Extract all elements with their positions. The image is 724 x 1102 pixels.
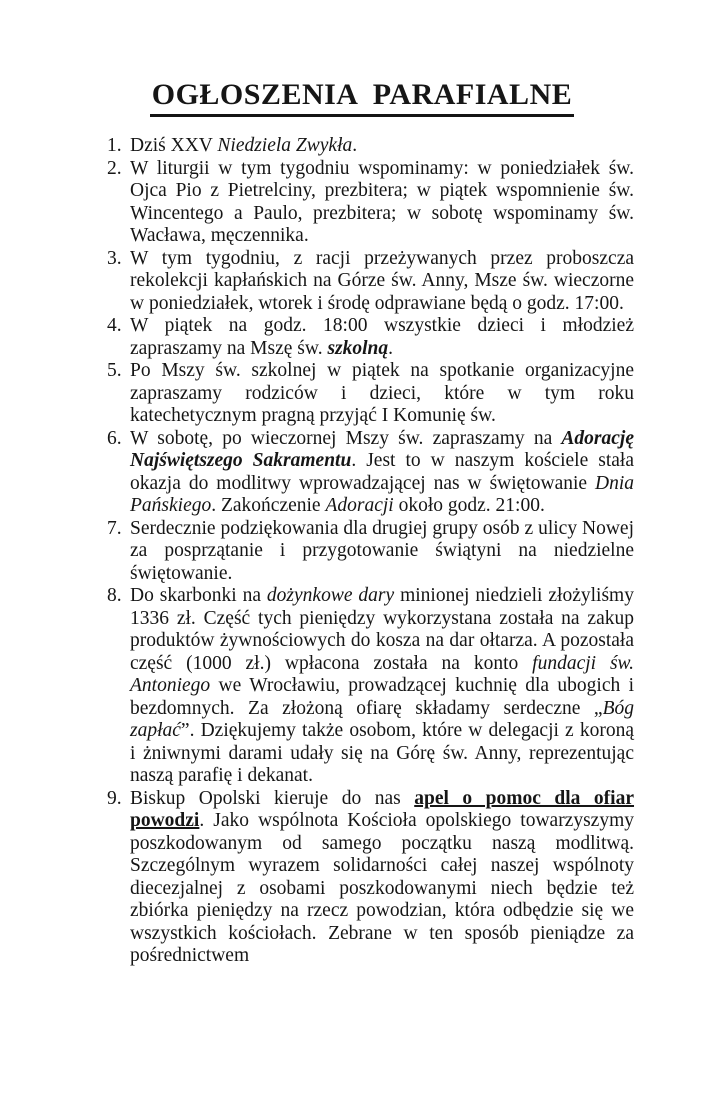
item-text xyxy=(130,248,634,314)
item-text xyxy=(130,585,634,786)
list-item xyxy=(107,787,635,968)
text-segment: . Jako wspólnota Kościoła opolskiego towarzyszymy poszkodowanym od samego początku naszą modlitwą. Szczególnym wyrazem solidarności całej naszej wspólnoty diecezjalnej z osobami poszkodowanymi niech będzie też zbiórka pieniędzy na rzecz powodzian, która odbędzie się we wszystkich kościołach. Zebrane w ten sposób pieniądze za pośrednictwem xyxy=(130,810,634,966)
item-text xyxy=(130,315,634,359)
item-number: 9. xyxy=(107,787,122,809)
text-segment: Po Mszy św. szkolnej w piątek na spotkanie organizacyjne zapraszamy rodziców i dzieci, które w tym roku katechetycznym pragną przyjąć I Komunię św. xyxy=(130,360,634,426)
text-segment: . xyxy=(388,337,394,359)
page-title: OGŁOSZENIA PARAFIALNE xyxy=(150,78,575,117)
text-segment: . xyxy=(352,135,358,156)
text-segment: W piątek na godz. 18:00 wszystkie dzieci i młodzież zapraszamy na Mszę św. xyxy=(130,315,634,359)
text-segment: fundacji św. Antoniego xyxy=(130,652,634,696)
item-number: 5. xyxy=(107,360,122,381)
text-segment: Serdecznie podziękowania dla drugiej grupy osób z ulicy Nowej za posprzątanie i przygotowanie świątyni na niedzielne świętowanie. xyxy=(130,517,634,584)
list-item xyxy=(107,517,634,586)
text-segment: Do skarbonki na xyxy=(130,585,267,606)
item-number: 8. xyxy=(107,585,122,606)
text-segment: Adorację Najświętszego Sakramentu xyxy=(130,427,634,471)
list-item xyxy=(107,427,634,518)
item-text xyxy=(130,518,634,584)
text-segment: W sobotę, po wieczornej Mszy św. zapraszamy na xyxy=(130,427,562,449)
list-item xyxy=(107,360,634,428)
item-text xyxy=(130,135,357,156)
text-segment: minionej niedzieli złożyliśmy 1336 zł. Część tych pieniędzy wykorzystana została na zakup produktów żywnościowych do kosza na dar ołtarza. A pozostała część (1000 zł.) wpłacona została na konto xyxy=(130,585,634,674)
title-row xyxy=(0,78,724,117)
text-segment: Niedziela Zwykła xyxy=(217,135,353,156)
text-segment: dożynkowe dary xyxy=(266,585,395,606)
list-item xyxy=(107,157,634,248)
list-item xyxy=(107,135,634,158)
text-segment: Dnia Pańskiego xyxy=(130,472,634,516)
announcements-list xyxy=(107,135,635,968)
list-item xyxy=(107,315,634,360)
item-number: 3. xyxy=(107,247,122,269)
list-item xyxy=(107,247,634,316)
text-segment: . Zakończenie xyxy=(211,495,326,516)
text-segment: około godz. 21:00. xyxy=(393,495,545,516)
document-page xyxy=(0,78,724,1102)
item-number: 6. xyxy=(107,427,122,449)
text-segment: Bóg zapłać xyxy=(130,697,634,741)
text-segment: . Jest to w naszym kościele stała okazja do modlitwy wprowadzającej nas w świętowanie xyxy=(130,450,634,494)
text-segment: szkolną xyxy=(327,337,389,359)
text-segment: Adoracji xyxy=(325,495,394,516)
text-segment: Dziś XXV xyxy=(130,135,218,156)
item-number: 4. xyxy=(107,315,122,336)
list-item xyxy=(107,585,634,788)
item-number: 2. xyxy=(107,157,122,179)
text-segment: W liturgii w tym tygodniu wspominamy: w poniedziałek św. Ojca Pio z Pietrelciny, prezbitera; w piątek wspomnienie św. Wincentego a Paulo, prezbitera; w sobotę wspominamy św. Wacława, męczennika. xyxy=(130,157,634,246)
item-number: 1. xyxy=(107,135,122,156)
text-segment: apel o pomoc dla ofiar powodzi xyxy=(130,787,635,831)
text-segment: we Wrocławiu, prowadzącej kuchnię dla ubogich i bezdomnych. Za złożoną ofiarę składamy serdeczne „ xyxy=(130,675,634,719)
item-text xyxy=(130,360,634,426)
item-text xyxy=(130,788,634,967)
text-segment: W tym tygodniu, z racji przeżywanych przez proboszcza rekolekcji kapłańskich na Górze św. Anny, Msze św. wieczorne w poniedziałek, wtorek i środę odprawiane będą o godz. 17:00. xyxy=(130,247,634,314)
item-number: 7. xyxy=(107,517,122,539)
text-segment: Biskup Opolski kieruje do nas xyxy=(130,787,415,809)
item-text xyxy=(130,428,634,517)
item-text xyxy=(130,158,634,247)
text-segment: ”. Dziękujemy także osobom, które w delegacji z koroną i żniwnymi darami udały się na Górę św. Anny, reprezentując naszą parafię i dekanat. xyxy=(130,720,634,786)
